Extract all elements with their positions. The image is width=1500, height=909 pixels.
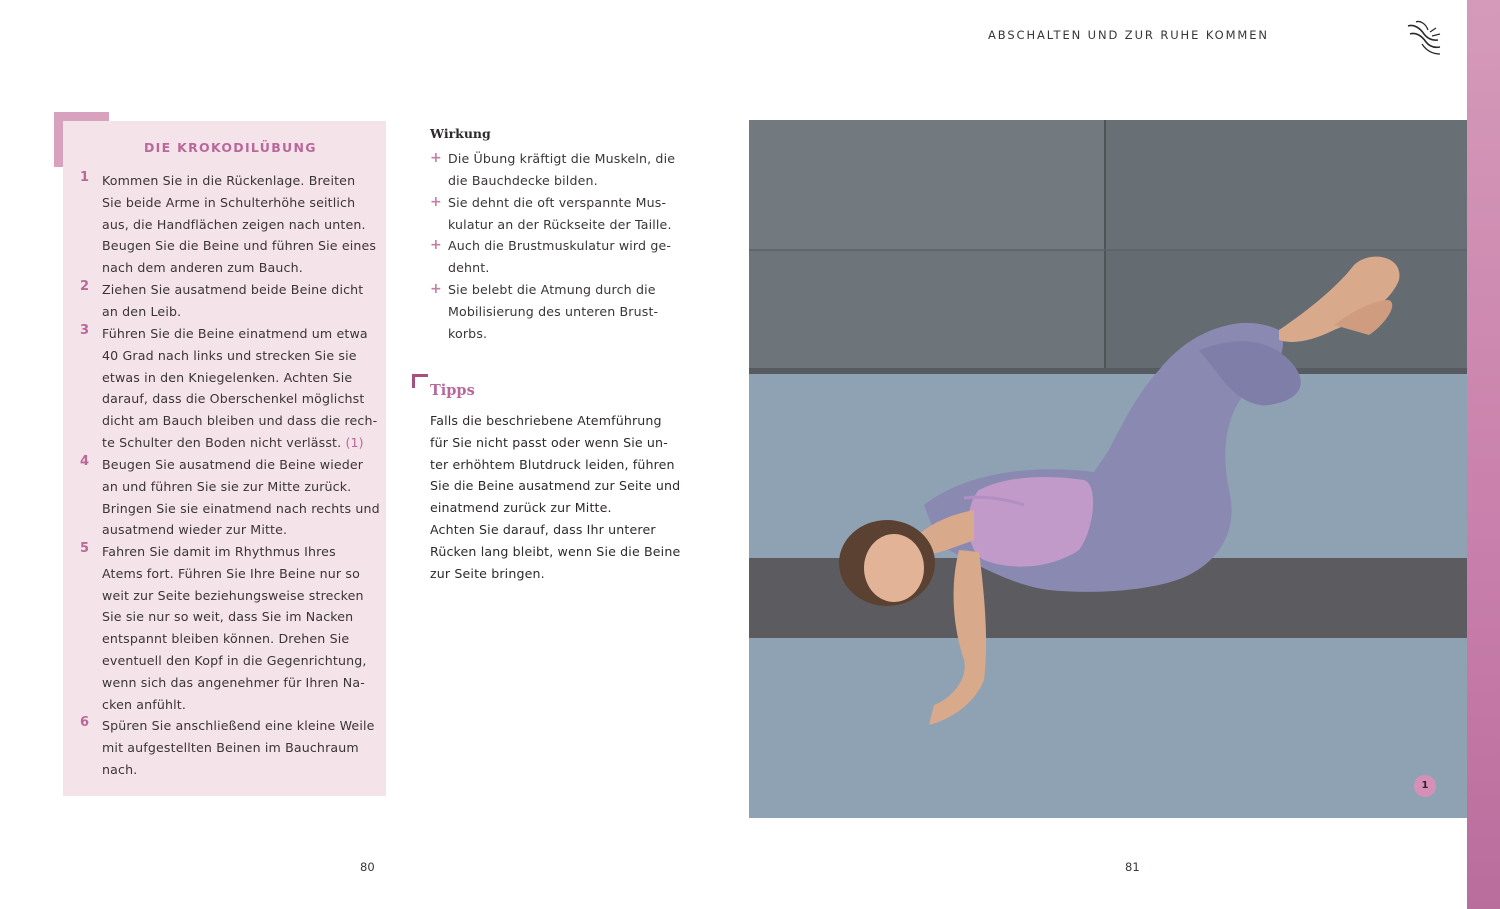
tipps-text-line: für Sie nicht passt oder wenn Sie un-: [430, 434, 668, 450]
bullet-text-line: Die Übung kräftigt die Muskeln, die: [448, 151, 676, 166]
tipps-heading: Tipps: [430, 382, 475, 399]
step-text-line: darauf, dass die Oberschenkel möglichst: [102, 391, 365, 407]
bullet-text-line: Mobilisierung des unteren Brust-: [448, 303, 659, 319]
step-text-line: Fahren Sie damit im Rhythmus Ihres: [102, 544, 336, 559]
step-text-line: nach dem anderen zum Bauch.: [102, 260, 303, 276]
page-edge-strip: [1467, 0, 1500, 909]
step-text-line: Bringen Sie sie einatmend nach rechts und: [102, 500, 380, 516]
tipps-text-line: Falls die beschriebene Atemführung: [430, 413, 662, 428]
step-text-line: cken anfühlt.: [102, 696, 186, 712]
step-text-line: 40 Grad nach links und strecken Sie sie: [102, 347, 357, 363]
step-text-line: Atems fort. Führen Sie Ihre Beine nur so: [102, 565, 360, 581]
plus-icon: +: [430, 194, 442, 210]
tipps-corner-accent: [412, 374, 428, 377]
tipps-text-line: einatmend zurück zur Mitte.: [430, 500, 612, 516]
exercise-photo: [749, 120, 1467, 818]
step-text-line-with-ref: [102, 432, 377, 454]
step-text-line: wenn sich das angenehmer für Ihren Na-: [102, 674, 365, 690]
step-text-line: dicht am Bauch bleiben und dass die rech-: [102, 413, 378, 429]
step-text-line: eventuell den Kopf in die Gegenrichtung,: [102, 652, 367, 668]
step-text-line: Beugen Sie die Beine und führen Sie eines: [102, 238, 377, 254]
bullet-text-line: die Bauchdecke bilden.: [448, 172, 598, 188]
step-text-line: Führen Sie die Beine einatmend um etwa: [102, 326, 368, 341]
page-number-right: 81: [1125, 860, 1140, 874]
wirkung-heading: Wirkung: [430, 126, 491, 141]
tipps-text-line: ter erhöhtem Blutdruck leiden, führen: [430, 456, 675, 472]
step-text-line: Beugen Sie ausatmend die Beine wieder: [102, 457, 364, 472]
step-text-line: entspannt bleiben können. Drehen Sie: [102, 631, 350, 647]
bullet-text-line: dehnt.: [448, 259, 490, 275]
step-text-line: mit aufgestellten Beinen im Bauchraum: [102, 739, 359, 755]
step-text-line: weit zur Seite beziehungsweise strecken: [102, 587, 364, 603]
running-head: ABSCHALTEN UND ZUR RUHE KOMMEN: [988, 28, 1269, 42]
bullet-text-line: Auch die Brustmuskulatur wird ge-: [448, 238, 672, 253]
step-number: 4: [80, 454, 90, 469]
step-text-line: Kommen Sie in die Rückenlage. Breiten: [102, 173, 356, 188]
step-text: te Schulter den Boden nicht verlässt.: [102, 434, 342, 450]
step-number: 1: [80, 170, 90, 185]
step-text-line: ausatmend wieder zur Mitte.: [102, 522, 288, 538]
step-text-line: Ziehen Sie ausatmend beide Beine dicht: [102, 282, 364, 297]
step-number: 5: [80, 541, 90, 556]
photo-reference: (1): [345, 434, 364, 450]
bullet-text-line: Sie belebt die Atmung durch die: [448, 282, 656, 297]
step-number: 3: [80, 323, 90, 338]
step-text-line: nach.: [102, 761, 138, 777]
step-text-line: Spüren Sie anschließend eine kleine Weile: [102, 718, 375, 733]
plus-icon: +: [430, 237, 442, 253]
step-number: 2: [80, 279, 90, 294]
step-text-line: etwas in den Kniegelenken. Achten Sie: [102, 369, 353, 385]
bullet-text-line: Sie dehnt die oft verspannte Mus-: [448, 195, 667, 210]
box-corner-accent: [54, 112, 109, 121]
photo-badge: 1: [1414, 775, 1436, 797]
tipps-text-line: Rücken lang bleibt, wenn Sie die Beine: [430, 543, 681, 559]
step-number: 6: [80, 715, 90, 730]
tipps-text-line: Achten Sie darauf, dass Ihr unterer: [430, 521, 656, 537]
plus-icon: +: [430, 281, 442, 297]
step-text-line: Sie beide Arme in Schulterhöhe seitlich: [102, 194, 356, 210]
hand-icon: [1400, 14, 1446, 60]
tipps-text-line: Sie die Beine ausatmend zur Seite und: [430, 478, 681, 494]
step-text-line: aus, die Handflächen zeigen nach unten.: [102, 216, 366, 232]
step-text-line: an und führen Sie sie zur Mitte zurück.: [102, 478, 352, 494]
tipps-text: [430, 410, 680, 584]
page-number-left: 80: [360, 860, 375, 874]
step-text-line: Sie sie nur so weit, dass Sie im Nacken: [102, 609, 354, 625]
exercise-title: DIE KROKODILÜBUNG: [144, 140, 317, 155]
bullet-text-line: kulatur an der Rückseite der Taille.: [448, 216, 672, 232]
bullet-text-line: korbs.: [448, 325, 488, 341]
plus-icon: +: [430, 150, 442, 166]
step-text-line: an den Leib.: [102, 303, 182, 319]
tipps-text-line: zur Seite bringen.: [430, 565, 545, 581]
